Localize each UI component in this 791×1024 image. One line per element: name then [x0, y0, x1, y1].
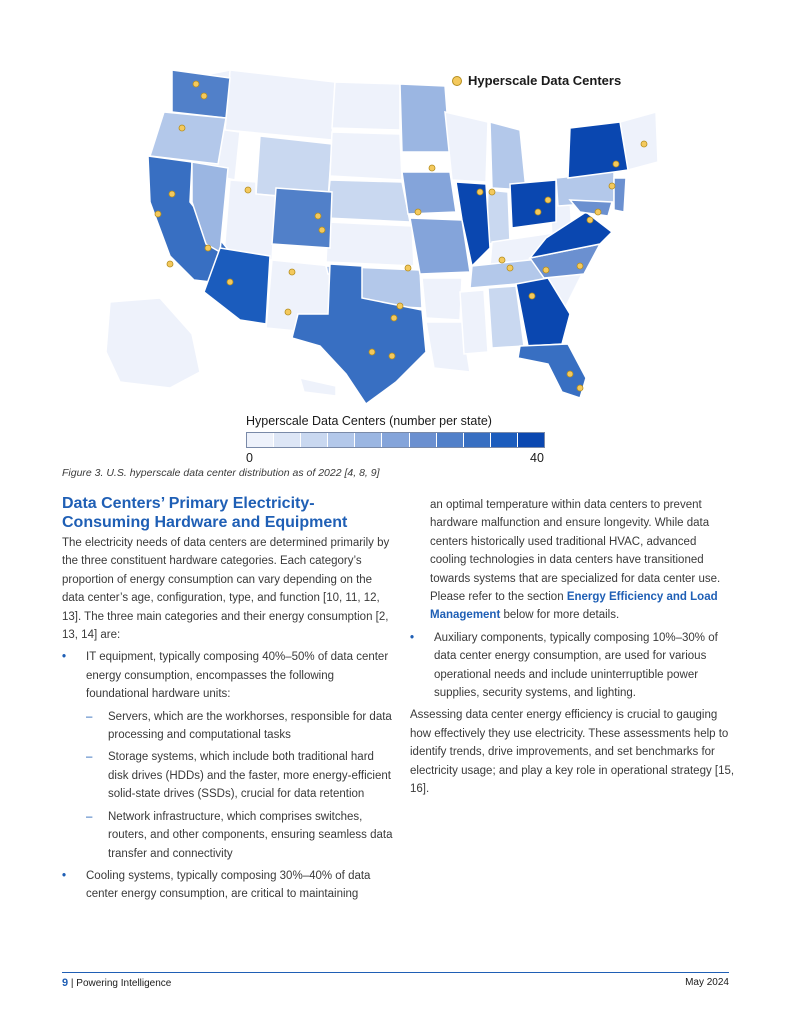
state-new-york	[568, 122, 628, 178]
data-center-dot	[169, 191, 175, 197]
state-michigan	[490, 122, 526, 190]
footer-title: Powering Intelligence	[76, 978, 172, 989]
state-alaska	[106, 298, 200, 388]
color-scale-swatch	[247, 433, 274, 447]
data-center-dot	[507, 265, 513, 271]
intro-paragraph: The electricity needs of data centers are determined primarily by the three constituent hardware categories. Each category’s proportion of energy consumption can vary depending on the data center’s age, configuration, type, and function [10, 11, 12, 13]. The three main categories and their energy consumption [2, 13, 14] are:	[62, 537, 390, 642]
state-new-jersey	[614, 178, 626, 212]
data-center-dot	[179, 125, 185, 131]
state-hawaii	[300, 378, 336, 396]
data-center-dot	[227, 279, 233, 285]
data-center-dot	[477, 189, 483, 195]
data-center-dot	[429, 165, 435, 171]
data-center-dot	[319, 227, 325, 233]
page-number: 9	[62, 977, 69, 989]
color-scale-swatch	[355, 433, 382, 447]
data-center-dot	[499, 257, 505, 263]
map-legend-label: Hyperscale Data Centers	[468, 73, 622, 88]
left-column	[62, 494, 394, 908]
state-maryland	[570, 200, 612, 216]
data-center-dot	[641, 141, 647, 147]
bullet-auxiliary: • Auxiliary components, typically composing 10%–30% of data center energy consumption, are used for various operational needs and include uninterruptible power supplies, security systems, and lighting.	[410, 629, 735, 703]
data-center-dot	[315, 213, 321, 219]
state-arkansas	[422, 278, 462, 320]
state-south-dakota	[330, 132, 402, 180]
color-scale-swatch	[491, 433, 518, 447]
data-center-dot	[155, 211, 161, 217]
color-scale-title: Hyperscale Data Centers (number per state)	[246, 414, 492, 428]
data-center-dot	[535, 209, 541, 215]
data-center-dot	[245, 187, 251, 193]
state-iowa	[402, 172, 456, 214]
data-center-dot	[405, 265, 411, 271]
map-legend	[452, 73, 621, 88]
sub-list	[86, 708, 394, 863]
data-center-dot	[613, 161, 619, 167]
data-center-dot	[595, 209, 601, 215]
data-center-dot	[489, 189, 495, 195]
list-item	[62, 648, 394, 862]
state-oregon	[150, 112, 226, 164]
data-center-dot	[609, 183, 615, 189]
us-data-center-map	[100, 52, 660, 412]
state-north-dakota	[332, 82, 400, 130]
cooling-continued-tail: below for more details.	[500, 609, 620, 622]
color-scale-swatch	[301, 433, 328, 447]
state-mississippi	[460, 290, 488, 354]
bullet-it-equipment: IT equipment, typically composing 40%–50% of data center energy consumption, encompasses the following foundational hardware units:	[86, 651, 389, 701]
bullet-cooling: • Cooling systems, typically composing 30%–40% of data center energy consumption, are critical to maintaining	[62, 867, 394, 904]
figure-caption: Figure 3. U.S. hyperscale data center distribution as of 2022 [4, 8, 9]	[62, 467, 380, 479]
data-center-dot	[397, 303, 403, 309]
color-scale-swatch	[382, 433, 409, 447]
right-column	[410, 496, 735, 799]
data-center-dot	[567, 371, 573, 377]
state-washington	[172, 70, 230, 118]
data-center-dot	[205, 245, 211, 251]
state-minnesota	[400, 84, 450, 152]
assessment-paragraph: Assessing data center energy efficiency is crucial to gauging how effectively they use electricity. These assessments help to identify trends, drive improvements, and set benchmarks for electricity usage; and play a key role in operational strategy [15, 16].	[410, 709, 735, 796]
data-center-dot-icon	[452, 76, 462, 86]
footer-date: May 2024	[685, 977, 729, 988]
cooling-continued	[410, 496, 735, 625]
data-center-dot	[285, 309, 291, 315]
state-florida	[518, 344, 586, 398]
data-center-dot	[415, 209, 421, 215]
section-heading: Data Centers’ Primary Electricity-Consuming Hardware and Equipment	[62, 495, 348, 531]
data-center-dot	[369, 349, 375, 355]
color-scale-swatch	[437, 433, 464, 447]
auxiliary-list	[410, 629, 735, 703]
state-wisconsin	[445, 112, 488, 182]
sub-item-network: – Network infrastructure, which comprises switches, routers, and other components, ensuring seamless data transfer and connectivity	[86, 808, 394, 863]
color-scale-max: 40	[530, 451, 544, 465]
state-missouri	[410, 218, 470, 274]
footer-left	[62, 977, 171, 989]
sub-item-servers: – Servers, which are the workhorses, responsible for data processing and computational tasks	[86, 708, 394, 745]
color-scale-swatch	[518, 433, 544, 447]
state-nebraska	[326, 180, 410, 222]
data-center-dot	[543, 267, 549, 273]
category-list	[62, 648, 394, 903]
state-kansas	[326, 222, 414, 266]
data-center-dot	[545, 197, 551, 203]
color-scale-bar	[246, 432, 545, 448]
state-colorado	[272, 188, 332, 248]
footer-separator: |	[70, 978, 74, 989]
color-scale-swatch	[328, 433, 355, 447]
color-scale-swatch	[410, 433, 437, 447]
color-scale-min: 0	[246, 451, 253, 465]
data-center-dot	[389, 353, 395, 359]
data-center-dot	[167, 261, 173, 267]
color-scale-swatch	[274, 433, 301, 447]
data-center-dot	[193, 81, 199, 87]
data-center-dot	[577, 385, 583, 391]
data-center-dot	[577, 263, 583, 269]
color-scale-swatch	[464, 433, 491, 447]
data-center-dot	[201, 93, 207, 99]
data-center-dot	[289, 269, 295, 275]
footer-divider	[62, 972, 729, 973]
cooling-continued-text: an optimal temperature within data centers to prevent hardware malfunction and ensure longevity. While data centers historically used traditional HVAC, advanced cooling technologies in data centers have transitioned towards systems that are specialized for data center use. Please refer to the section	[430, 499, 721, 604]
data-center-dot	[529, 293, 535, 299]
data-center-dot	[587, 217, 593, 223]
energy-efficiency-link[interactable]: Energy Efficiency and Load Management	[430, 591, 718, 622]
data-center-dot	[391, 315, 397, 321]
state-montana	[225, 70, 335, 140]
sub-item-storage: – Storage systems, which include both traditional hard disk drives (HDDs) and the faster, more energy-efficient solid-state drives (SSDs), crucial for data retention	[86, 748, 394, 803]
state-ohio	[510, 180, 556, 228]
